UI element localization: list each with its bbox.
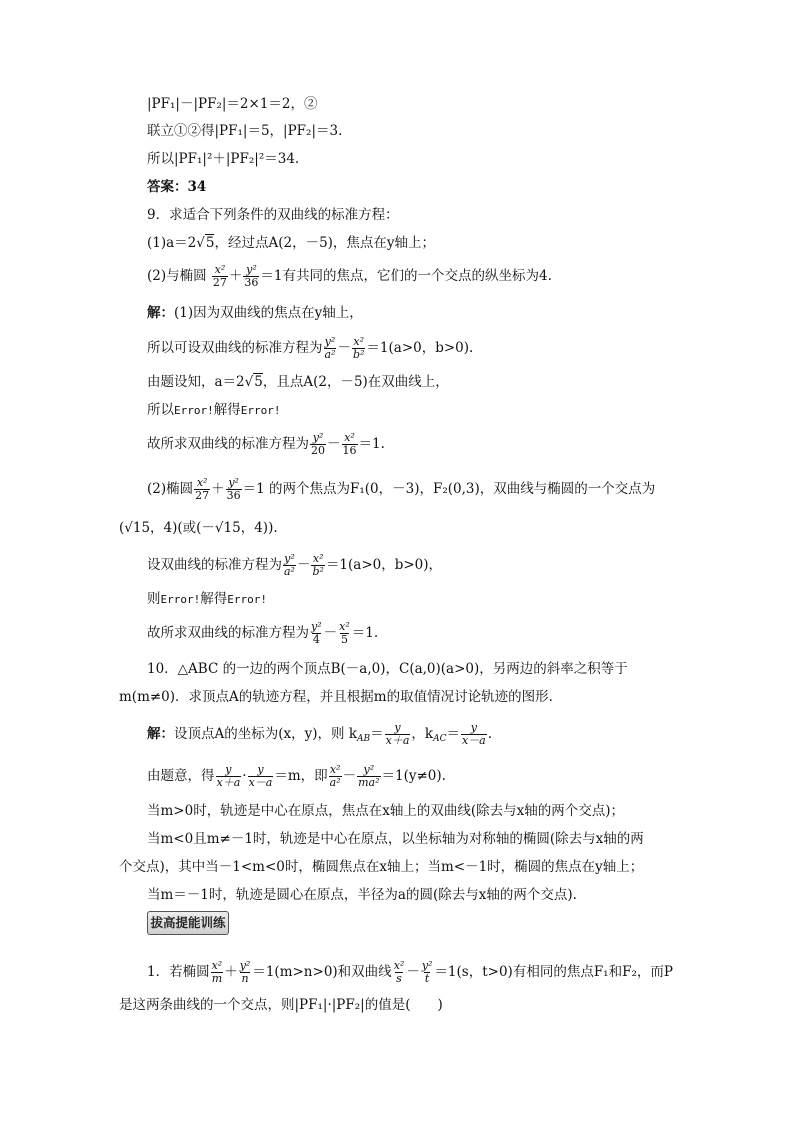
exercise-1-line-2: 是这两条曲线的一个交点，则|PF₁|·|PF₂|的值是( ) [119, 997, 443, 1013]
question-10-line-2: m(m≠0)．求顶点A的轨迹方程，并且根据m的取值情况讨论轨迹的图形. [119, 689, 553, 705]
solution-line-10: 故所求双曲线的标准方程为 $\frac{\text{y²}}{4}$ － $\frac{\text{x²}}{5}$ ＝1. [147, 620, 379, 646]
solution-line-2: 所以可设双曲线的标准方程为 $\frac{\text{y²}}{\text{a²}}$ － $\frac{\text{x²}}{\text{b²}}$ ＝1(a>0，b>0). [147, 335, 474, 361]
line-solve-system: 联立①②得|PF₁|＝5，|PF₂|＝3. [147, 123, 343, 139]
fraction-y2-36: $\frac{\text{y²}}{36}$ [244, 263, 259, 289]
question-9-part-2: (2)与椭圆 $\frac{\text{x²}}{27}$ ＋ $\frac{\text{y²}}{36}$ ＝1有共同的焦点，它们的一个交点的纵坐标为4. [147, 263, 552, 289]
section-badge: 拔高提能训练 [147, 911, 229, 935]
question-9: 9．求适合下列条件的双曲线的标准方程： [147, 207, 399, 223]
answer-value: 34 [187, 179, 207, 195]
answer-line [147, 177, 206, 197]
solution-line-4: 所以Error!解得Error! [147, 402, 281, 418]
fraction-x2-27: $\frac{\text{x²}}{27}$ [212, 263, 227, 289]
solution-10-line-2: 由题意，得 $\frac{y}{x+a}$ · $\frac{y}{x-a}$ ＝m，即 $\frac{\text{x²}}{\text{a²}}$ － $\frac{\text{y²}}{\text{ma²}}$ ＝1(y≠0). [147, 763, 446, 789]
solution-line-6: (2)椭圆 $\frac{\text{x²}}{27}$ ＋ $\frac{\text{y²}}{36}$ ＝1 的两个焦点为F₁(0，－3)，F₂(0,3)，双曲线与椭圆的一个交点为 [147, 476, 656, 502]
solution-line-1: 解：(1)因为双曲线的焦点在y轴上， [147, 305, 363, 321]
solution-10-line-4: 当m<0且m≠－1时，轨迹是中心在原点，以坐标轴为对称轴的椭圆(除去与x轴的两 [147, 831, 644, 847]
line-pf-difference: |PF₁|－|PF₂|＝2×1＝2，② [147, 96, 318, 112]
solution-line-9: 则Error!解得Error! [147, 591, 267, 607]
exercise-1-line-1: 1．若椭圆 $\frac{\text{x²}}{m}$ ＋ $\frac{\text{y²}}{n}$ ＝1(m>n>0)和双曲线 $\frac{\text{x²}}{s}$ － $\frac{\text{y²}}{t}$ ＝1(s，t>0)有相同的焦点F₁和F₂，而P [147, 959, 673, 985]
solution-10-line-5: 个交点)，其中当－1<m<0时，椭圆焦点在x轴上；当m<－1时，椭圆的焦点在y轴上； [119, 859, 644, 875]
solution-10-line-6: 当m＝－1时，轨迹是圆心在原点，半径为a的圆(除去与x轴的两个交点). [147, 887, 577, 903]
solution-line-5: 故所求双曲线的标准方程为 $\frac{\text{y²}}{20}$ － $\frac{\text{x²}}{16}$ ＝1. [147, 431, 385, 457]
solution-line-8: 设双曲线的标准方程为 $\frac{\text{y²}}{\text{a²}}$ － $\frac{\text{x²}}{\text{b²}}$ ＝1(a>0，b>0)， [147, 552, 443, 578]
solution-line-7: (√15，4)(或(－√15，4)). [119, 520, 278, 536]
question-10-line-1: 10．△ABC 的一边的两个顶点B(－a,0)，C(a,0)(a>0)，另两边的斜率之积等于 [147, 661, 628, 677]
solution-line-3: 由题设知，a＝2√5，且点A(2，－5)在双曲线上， [147, 374, 449, 390]
solution-10-line-3: 当m>0时，轨迹是中心在原点，焦点在x轴上的双曲线(除去与x轴的两个交点)； [147, 803, 624, 819]
line-sum-squares: 所以|PF₁|²＋|PF₂|²＝34. [147, 151, 300, 167]
answer-label: 答案： [147, 179, 188, 195]
solution-10-line-1: 解：设顶点A的坐标为(x，y)，则 $k_{AB}=$ $\frac{y}{x+a}$ ，$k_{AC}=$ $\frac{y}{x-a}$ . [147, 721, 493, 747]
question-9-part-1: (1)a＝2√5，经过点A(2，－5)，焦点在y轴上； [147, 235, 436, 251]
